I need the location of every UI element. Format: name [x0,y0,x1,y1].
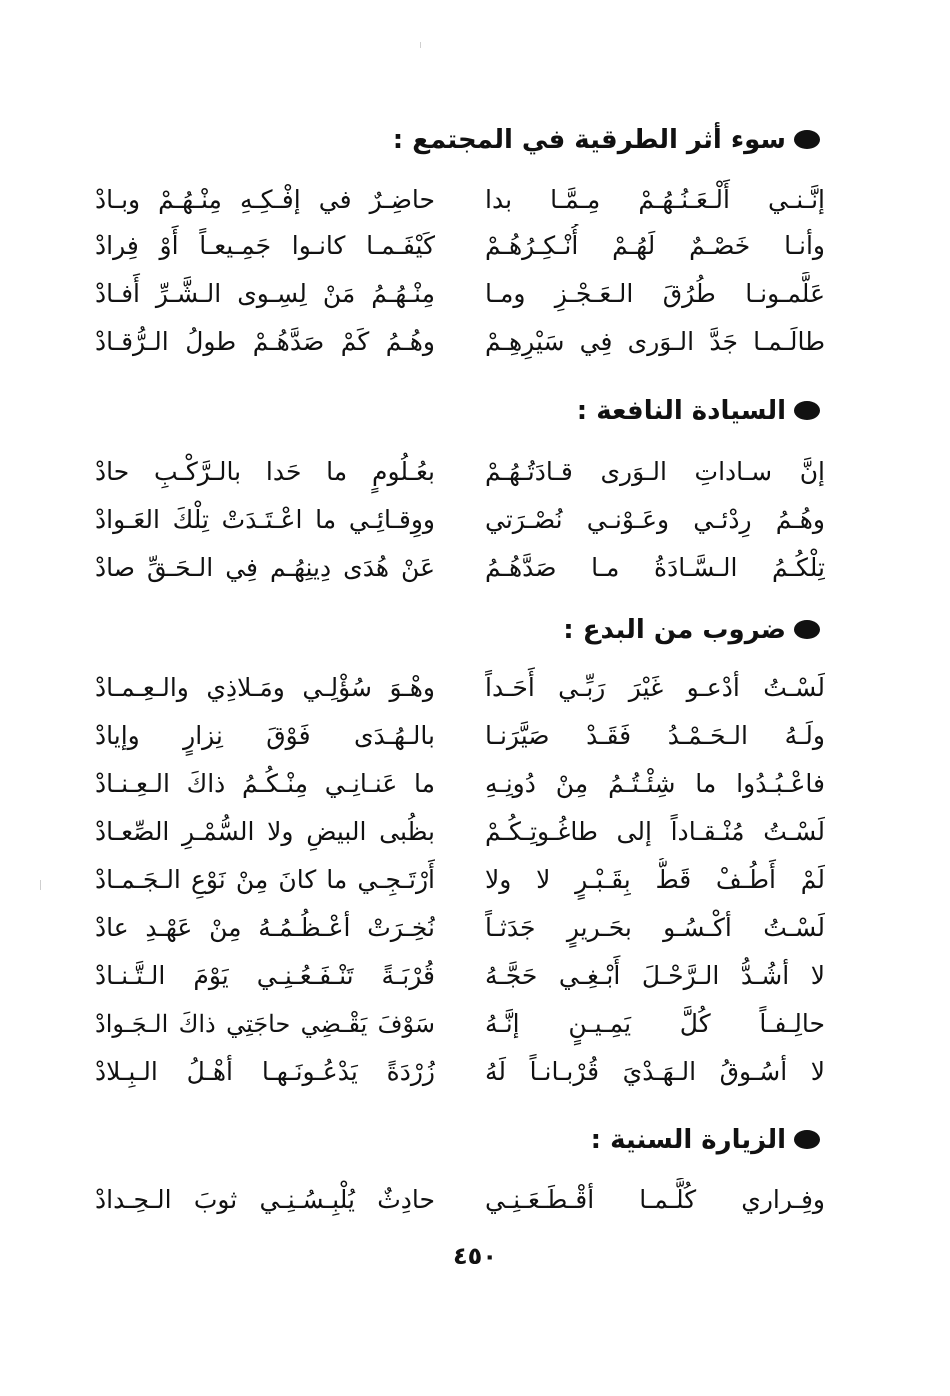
verse-line [95,762,825,810]
section-heading-text: الزيارة السنية : [590,1125,786,1155]
verse-first-hemistich: إنَّ سـاداتِ الـوَرى قـادَتُـهُـمْ [485,457,825,486]
scan-mark-left [40,880,41,890]
verse-line [95,178,825,226]
verse-second-hemistich: بظُبى البيضِ ولا السُّمْـرِ الصِّعـادْ [95,817,435,846]
verse-line [95,450,825,498]
verse-first-hemistich: عَلَّمـونـا طُرُقَ الـعَـجْـزِ ومـا [485,279,825,308]
verse-second-hemistich: بعُـلُومٍ ما حَدا بالـرَّكْـبِ حادْ [95,457,435,486]
verse-second-hemistich: حادِثٌ يُلْبِـسُـنِـي ثوبَ الـحِـدادْ [95,1185,435,1214]
verse-first-hemistich: لَسْـتُ أدْعـو غَيْرَ رَبِّـي أَحَـداً [485,673,825,702]
verse-second-hemistich: زُرْدَةً يَدْعُـونَـهـا أهْـلُ الـبِـلادْ [95,1057,435,1086]
verse-line [95,1050,825,1098]
verse-first-hemistich: وفِـراري كُلَّـمـا أقْـطَـعَـنِـي [485,1185,825,1214]
verse-first-hemistich: لَسْـتُ مُنْـقـاداً إلى طاغُـوتِـكُـمْ [485,817,825,846]
verse-line [95,666,825,714]
bullet-icon [794,620,820,639]
section-heading-text: سوء أثر الطرقية في المجتمع : [392,125,786,155]
bullet-icon [794,401,820,420]
verse-second-hemistich: ووِقـائِـي ما اعْـتَـدَتْ تِلْكَ العَـوادْ [95,505,435,534]
verse-first-hemistich: طالَـمـا جَدَّ الـوَرى فِي سَيْرِهِـمْ [485,327,825,356]
verse-second-hemistich: سَوْفَ يَقْـضِي حاجَتِي ذاكَ الـجَـوادْ [95,1010,435,1038]
verse-line [95,1178,825,1226]
section-heading [130,393,820,429]
bullet-icon [794,1130,820,1149]
verse-line [95,714,825,762]
verse-first-hemistich: لا أسُـوقُ الـهَـدْيَ قُرْبـانـاً لَهُ [485,1057,825,1086]
section-heading [130,1122,820,1158]
verse-first-hemistich: وهُـمُ رِدْئـي وعَـوْنـي نُصْـرَتي [485,505,825,534]
verse-line [95,810,825,858]
verse-first-hemistich: لَسْـتُ أكْـسُـو بحَـريرٍ جَدَثـاً [485,913,825,942]
verse-first-hemistich: لَمْ أَطُـفْ قَطُّ بِقَـبْـرٍ لا ولا [485,865,825,894]
verse-line [95,546,825,594]
verse-line [95,320,825,368]
verse-second-hemistich: كَيْفَـمـا كانـوا جَمِـيعـاً أَوْ فِرادْ [95,231,435,260]
verse-first-hemistich: إنَّـنـي أَلْـعَـنُـهُـمْ مِـمَّـا بدا [485,185,825,214]
verse-line [95,224,825,272]
verse-line [95,906,825,954]
verse-line [95,272,825,320]
scan-mark-top [420,42,421,48]
verse-line [95,1002,825,1050]
verse-second-hemistich: ما عَنـانِـي مِنْـكُـمُ ذاكَ الـعِـنـادْ [95,769,435,798]
verse-first-hemistich: ولَـهُ الـحَـمْـدُ فَقَـدْ صَيَّرَنـا [485,721,825,750]
page-number: ٤٥٠ [453,1242,497,1270]
verse-second-hemistich: حاضِـرٌ في إفْـكِـهِ مِنْـهُـمْ وبـادْ [95,185,435,214]
verse-first-hemistich: وأنـا خَصْـمٌ لَهُـمْ أُنْـكِـرُهُـمْ [485,231,825,260]
section-heading [130,122,820,158]
verse-second-hemistich: بالـهُـدَى فَوْقَ نِزارٍ وإيادْ [95,721,435,750]
verse-first-hemistich: لا أشُـدُّ الـرَّحْـلَ أَبْـغِـي حَجَّـهُ [485,961,825,990]
verse-second-hemistich: أَرْتَـجِـي ما كانَ مِنْ نَوْعِ الـجَـمـادْ [95,865,435,894]
verse-second-hemistich: وهْـوَ سُؤْلِـي ومَـلاذِي والـعِـمـادْ [95,673,435,702]
verse-line [95,954,825,1002]
verse-second-hemistich: عَنْ هُدَى دِينِهُـم فِي الـحَـقِّ صادْ [95,553,435,582]
verse-line [95,498,825,546]
verse-first-hemistich: فاعْـبُـدُوا ما شِئْـتُـمُ مِنْ دُونِـهِ [485,769,825,798]
bullet-icon [794,130,820,149]
section-heading-text: ضروب من البدع : [563,615,786,645]
verse-first-hemistich: تِلْكُـمُ الـسَّـادَةُ مـا صَدَّهُـمُ [485,553,825,582]
section-heading-text: السيادة النافعة : [576,396,786,426]
verse-first-hemistich: حالِـفـاً كُلَّ يَمِـيـنٍ إنَّـهُ [485,1009,825,1038]
verse-second-hemistich: نُخِـرَتْ أعْـظُـمُـهُ مِنْ عَهْـدِ عادْ [95,913,435,942]
verse-line [95,858,825,906]
verse-second-hemistich: مِنْـهُـمُ مَنْ لِسِـوى الـشَّـرِّ أَفـادْ [95,279,435,308]
verse-second-hemistich: قُرْبَـةً تَنْـفَـعُـنِـي يَوْمَ الـتَّـنـادْ [95,961,435,990]
verse-second-hemistich: وهُـمُ كَمْ صَدَّهُـمْ طولُ الـرُّقـادْ [95,327,435,356]
section-heading [130,612,820,648]
